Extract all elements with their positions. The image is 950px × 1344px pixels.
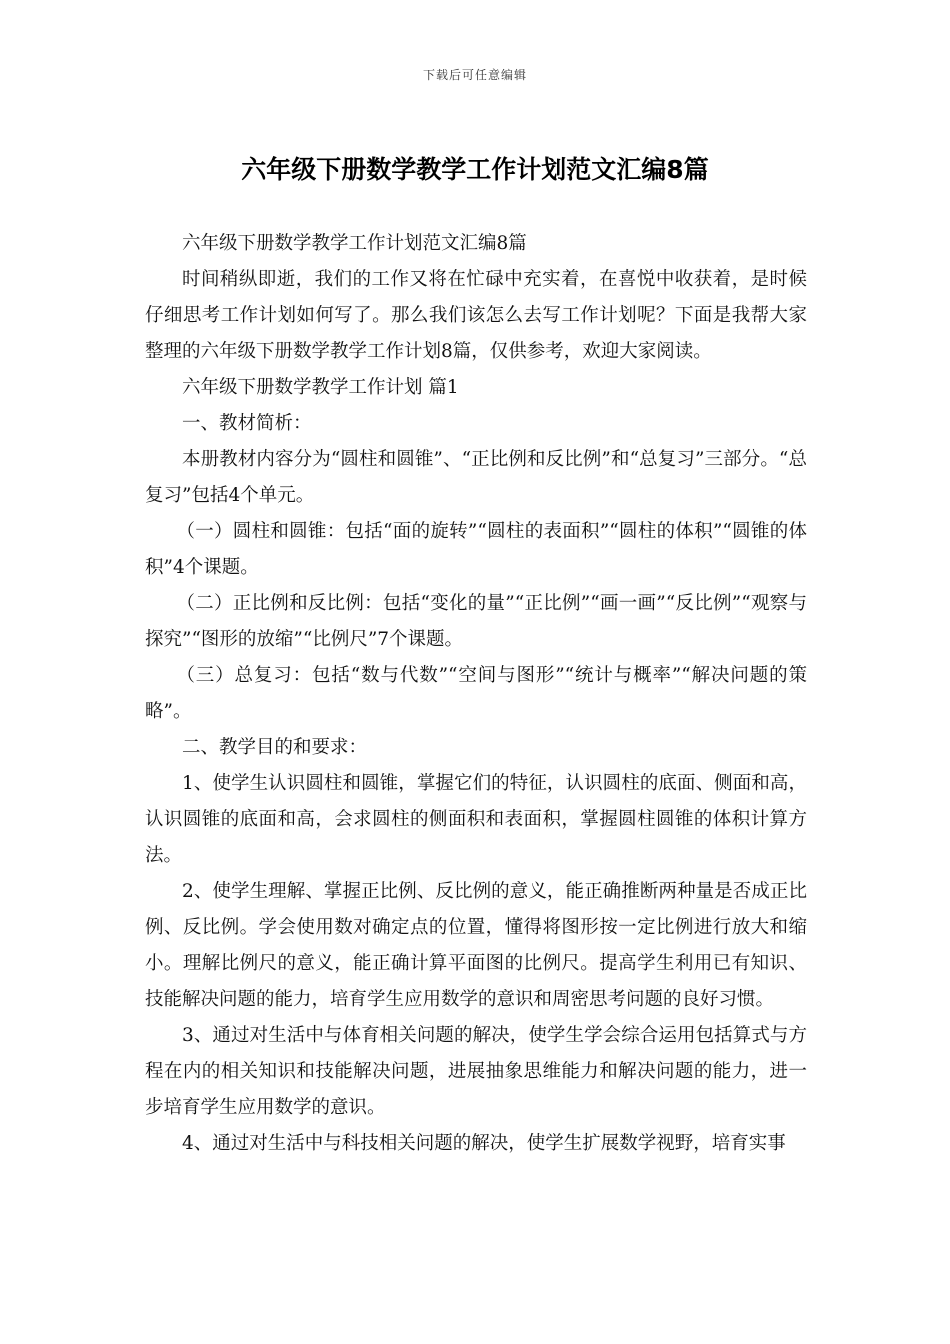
paragraph-plan-heading: 六年级下册数学教学工作计划 篇1: [182, 377, 459, 398]
document-body: [145, 226, 807, 1162]
paragraph: 4、通过对生活中与科技相关问题的解决，使学生扩展数学视野，培育实事: [182, 1133, 786, 1154]
paragraph: 本册教材内容分为“圆柱和圆锥”、“正比例和反比例”和“总复习”三部分。“总复习”包括4个单元。: [145, 449, 807, 506]
paragraph-subtitle: 六年级下册数学教学工作计划范文汇编8篇: [182, 233, 527, 254]
paragraph-section-heading: 二、教学目的和要求：: [182, 737, 368, 758]
paragraph-section-heading: 一、教材简析：: [182, 413, 312, 434]
paragraph-intro: 时间稍纵即逝，我们的工作又将在忙碌中充实着，在喜悦中收获着，是时候仔细思考工作计划如何写了。那么我们该怎么去写工作计划呢？下面是我帮大家整理的六年级下册数学教学工作计划8篇，仅供参考，欢迎大家阅读。: [145, 269, 807, 362]
page-header-note: 下载后可任意编辑: [422, 68, 527, 82]
document-title: 六年级下册数学教学工作计划范文汇编8篇: [241, 155, 709, 184]
paragraph: 3、通过对生活中与体育相关问题的解决，使学生学会综合运用包括算式与方程在内的相关知识和技能解决问题，进展抽象思维能力和解决问题的能力，进一步培育学生应用数学的意识。: [145, 1025, 807, 1118]
paragraph: （三）总复习：包括“数与代数”“空间与图形”“统计与概率”“解决问题的策略”。: [145, 665, 807, 722]
paragraph: （一）圆柱和圆锥：包括“面的旋转”“圆柱的表面积”“圆柱的体积”“圆锥的体积”4个课题。: [145, 521, 807, 578]
paragraph: （二）正比例和反比例：包括“变化的量”“正比例”“画一画”“反比例”“观察与探究”“图形的放缩”“比例尺”7个课题。: [145, 593, 807, 650]
paragraph: 1、使学生认识圆柱和圆锥，掌握它们的特征，认识圆柱的底面、侧面和高，认识圆锥的底面和高，会求圆柱的侧面积和表面积，掌握圆柱圆锥的体积计算方法。: [145, 773, 807, 866]
paragraph: 2、使学生理解、掌握正比例、反比例的意义，能正确推断两种量是否成正比例、反比例。学会使用数对确定点的位置，懂得将图形按一定比例进行放大和缩小。理解比例尺的意义，能正确计算平面图的比例尺。提高学生利用已有知识、技能解决问题的能力，培育学生应用数学的意识和周密思考问题的良好习惯。: [145, 881, 807, 1010]
